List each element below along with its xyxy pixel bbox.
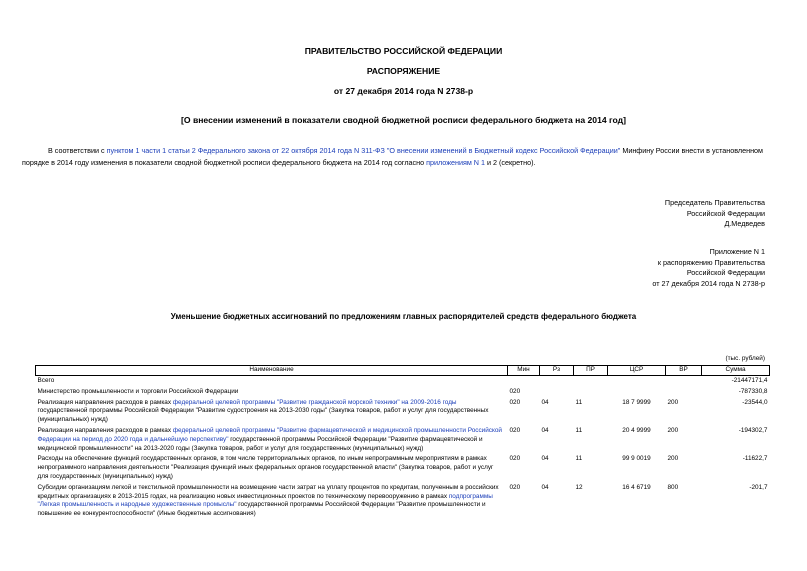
table-row: [36, 483, 770, 520]
cell-rz: 04: [541, 426, 549, 434]
cell-rz: [540, 387, 574, 398]
signature-line-3: Д.Медведев: [724, 219, 765, 229]
cell-rz: 04: [541, 398, 549, 406]
cell-name-text: Реализация направления расходов в рамках: [37, 426, 173, 434]
table-row: [36, 376, 770, 387]
col-header-name: Наименование: [36, 366, 508, 376]
cell-vr: 800: [667, 483, 679, 491]
cell-min: 020: [509, 426, 521, 434]
cell-pr: 12: [575, 483, 583, 491]
cell-name: [36, 398, 508, 426]
cell-pr: 11: [575, 426, 583, 434]
cell-rz: 04: [541, 483, 549, 491]
doc-type: РАСПОРЯЖЕНИЕ: [366, 66, 441, 76]
org-title: ПРАВИТЕЛЬСТВО РОССИЙСКОЙ ФЕДЕРАЦИИ: [304, 46, 503, 56]
appendix-block: [652, 247, 765, 289]
appendix-link[interactable]: приложениям N 1: [426, 157, 485, 167]
cell-sum: -23544,0: [742, 398, 768, 406]
table-header-row: [36, 366, 770, 376]
cell-name-text: государственной программы Российской Федерации "Развитие судостроения на 2013-2030 годы" (Закупка товаров, работ и услуг для государственных (муниципальных) нужд): [37, 407, 489, 424]
cell-rz: 04: [541, 455, 549, 463]
signature-line-2: Российской Федерации: [686, 208, 765, 218]
cell-vr: 200: [667, 426, 679, 434]
appendix-title: Уменьшение бюджетных ассигнований по предложениям главных распорядителей средств федерального бюджета: [170, 312, 637, 321]
table-row: [36, 387, 770, 398]
cell-min: 020: [509, 398, 521, 406]
appendix-line-1: Приложение N 1: [709, 247, 765, 256]
cell-csr: 20 4 9999: [622, 426, 651, 434]
cell-vr: 200: [667, 398, 679, 406]
cell-pr: [574, 387, 608, 398]
cell-min: 020: [509, 455, 521, 463]
cell-name-text: Реализация направления расходов в рамках: [37, 398, 173, 406]
program-link[interactable]: подпрограммы "Легкая промышленность и народные художественные промыслы": [37, 492, 493, 509]
signature-line-1: Председатель Правительства: [664, 198, 765, 207]
col-header-pr: ПР: [574, 366, 608, 376]
cell-name: Министерство промышленности и торговли Российской Федерации: [37, 387, 239, 395]
col-header-vr: ВР: [666, 366, 702, 376]
cell-rz: [540, 376, 574, 387]
cell-pr: [574, 376, 608, 387]
cell-name-text: Субсидии организациям легкой и текстильной промышленности на возмещение части затрат на уплату процентов по кредитам, полученным в российских кредитных организациях в 2013-2015 годах, на реализацию новых инвестиционных проектов по техническому перевооружению в рамках: [37, 483, 499, 500]
body-text-1: В соответствии с: [48, 146, 107, 155]
signature-block: [665, 198, 765, 230]
cell-vr: 200: [667, 455, 679, 463]
cell-pr: 11: [575, 455, 583, 463]
cell-vr: [666, 387, 702, 398]
cell-sum: -194302,7: [738, 426, 768, 434]
cell-csr: [608, 376, 666, 387]
cell-sum: -787330,8: [738, 387, 768, 395]
cell-vr: [666, 376, 702, 387]
cell-name-text: государственной программы Российской Федерации "Развитие фармацевтической и медицинской промышленности" на 2013-2020 годы (Закупка товаров, работ и услуг для государственных (муниципальных) нужд): [37, 435, 483, 452]
col-header-min: Мин: [508, 366, 540, 376]
cell-csr: [608, 387, 666, 398]
cell-csr: 16 4 6719: [622, 483, 651, 491]
col-header-sum: Сумма: [702, 366, 770, 376]
doc-title: [О внесении изменений в показатели сводной бюджетной росписи федерального бюджета на 2014 год]: [181, 115, 626, 125]
body-text-3: и 2 (секретно).: [485, 157, 536, 167]
cell-name: [36, 426, 508, 454]
col-header-csr: ЦСР: [608, 366, 666, 376]
cell-min: [508, 376, 540, 387]
appendix-line-2: к распоряжению Правительства: [657, 257, 765, 267]
cell-name-text: государственной программы Российской Федерации "Развитие промышленности и повышение ее конкурентоспособности" (Иные бюджетные ассигнования): [37, 501, 486, 518]
cell-sum: -11622,7: [742, 455, 768, 463]
table-row: [36, 454, 770, 482]
table-row: [36, 426, 770, 454]
cell-csr: 18 7 9999: [622, 398, 651, 406]
table-row: [36, 398, 770, 426]
cell-name: Расходы на обеспечение функций государственных органов, в том числе территориальных органов, по иным непрограммным мероприятиям в рамках непрограммного направления деятельности "Реализация функций иных федеральных органов государственной власти" (Закупка товаров, работ и услуг для государственных (муниципальных) нужд): [37, 455, 494, 480]
appendix-line-3: Российской Федерации: [686, 268, 765, 278]
col-header-rz: Рз: [540, 366, 574, 376]
cell-pr: 11: [575, 398, 583, 406]
budget-table: [35, 365, 770, 520]
law-link[interactable]: пунктом 1 части 1 статьи 2 Федерального закона от 22 октября 2014 года N 311-ФЗ "О внесении изменений в Бюджетный кодекс Российской Федерации": [106, 146, 621, 155]
table-unit: (тыс. рублей): [725, 355, 765, 362]
body-text-2: Минфину России внести в установленном порядке в 2014 году изменения в показатели сводной бюджетной росписи федерального бюджета на 2014 год согласно: [22, 146, 763, 167]
cell-min: 020: [509, 387, 521, 395]
cell-sum: -21447171,4: [731, 377, 768, 384]
cell-csr: 99 9 0019: [622, 455, 651, 463]
cell-sum: -201,7: [749, 483, 768, 491]
appendix-line-4: от 27 декабря 2014 года N 2738-р: [652, 278, 765, 288]
cell-name: Всего: [37, 377, 55, 384]
cell-name: [36, 483, 508, 520]
cell-min: 020: [509, 483, 521, 491]
body-paragraph: [22, 145, 772, 168]
program-link[interactable]: федеральной целевой программы "Развитие фармацевтической и медицинской промышленности Российской Федерации на период до 2020 года и дальнейшую перспективу": [37, 426, 502, 443]
doc-date-number: от 27 декабря 2014 года N 2738-р: [333, 86, 474, 96]
program-link[interactable]: федеральной целевой программы "Развитие гражданской морской техники" на 2009-2016 годы: [172, 398, 457, 406]
